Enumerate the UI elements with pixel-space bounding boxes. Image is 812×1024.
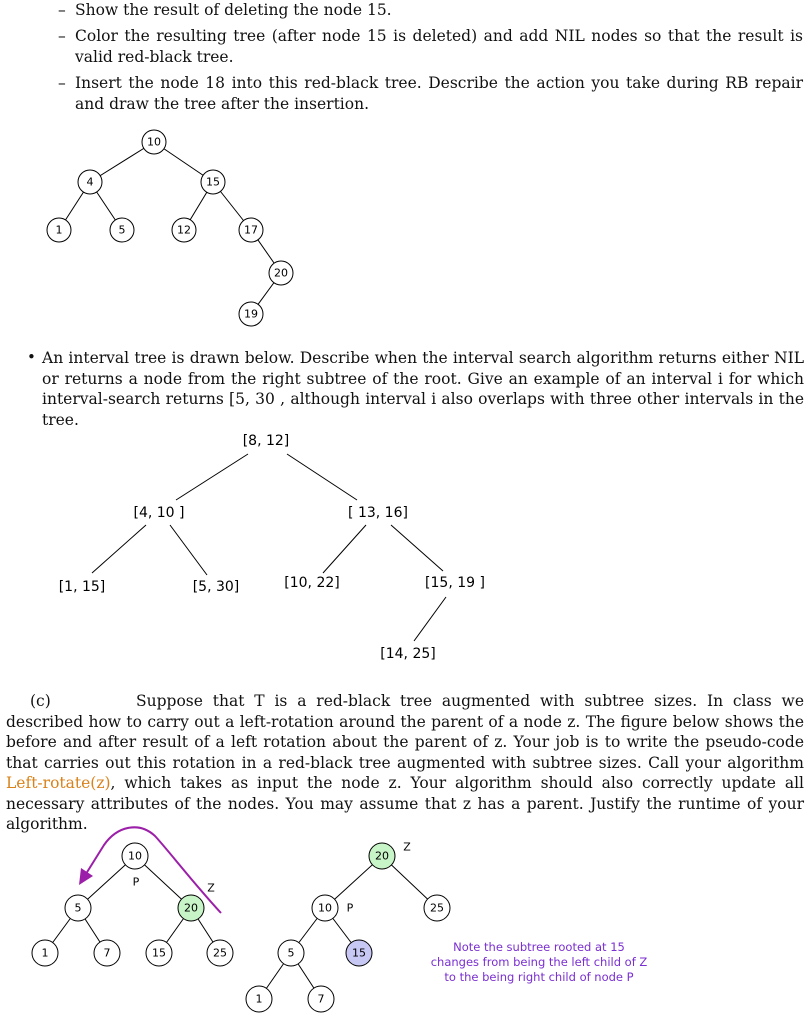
interval-node-10-22: [10, 22] — [284, 575, 340, 591]
after-z-label: Z — [403, 840, 411, 854]
rb-item-2: Color the resulting tree (after node 15 is deleted) and add NIL nodes so that the result is valid red-black tree. — [75, 27, 803, 66]
part-c-text-after: , which takes as input the node z. Your algorithm should also correctly update all necessary attributes of the nodes. You may assume that z has a parent. Justify the runtime of your algorithm. — [6, 774, 804, 833]
interval-node-15-19: [15, 19 ] — [425, 575, 485, 591]
after-label-10: 10 — [318, 901, 332, 915]
algo-name: Left-rotate(z) — [6, 774, 111, 792]
dash-2: – — [58, 27, 66, 45]
before-label-5: 5 — [74, 901, 82, 915]
after-label-7: 7 — [317, 992, 325, 1006]
rb-item-1: Show the result of deleting the node 15. — [75, 1, 392, 19]
after-label-20: 20 — [375, 849, 389, 863]
note-line-3: to the being right child of node P — [444, 970, 634, 984]
after-label-25: 25 — [430, 901, 444, 915]
interval-tree-edges — [92, 454, 446, 641]
dash-1: – — [58, 1, 66, 19]
interval-node-left: [4, 10 ] — [133, 505, 185, 521]
rb-label-10: 10 — [147, 135, 161, 149]
part-c-label: (c) — [30, 692, 51, 710]
after-label-15: 15 — [352, 946, 366, 960]
before-label-15: 15 — [152, 946, 166, 960]
rb-label-20: 20 — [274, 266, 288, 280]
after-label-1: 1 — [255, 992, 263, 1006]
after-label-5: 5 — [287, 946, 295, 960]
before-label-1: 1 — [41, 946, 49, 960]
rb-label-17: 17 — [244, 223, 258, 237]
rb-label-1: 1 — [55, 223, 63, 237]
interval-node-1-15: [1, 15] — [58, 579, 106, 595]
interval-node-right: [ 13, 16] — [348, 505, 408, 521]
interval-question: An interval tree is drawn below. Describe when the interval search algorithm returns either NIL or returns a node from the right subtree of the root. Give an example of an interval i for which interval-search returns [5, 30 , although interval i also overlaps with three other intervals in the tree. — [42, 349, 804, 429]
rb-label-15: 15 — [206, 175, 220, 189]
part-c-text-before: Suppose that T is a red-black tree augmented with subtree sizes. In class we described how to carry out a left-rotation around the parent of a node z. The figure below shows the before and after result of a left rotation about the parent of z. Your job is to write the pseudo-code that carries out this rotation in a red-black tree augmented with subtree sizes. Call your algorithm — [6, 692, 804, 772]
after-tree-edges — [259, 856, 437, 999]
rb-label-4: 4 — [86, 175, 94, 189]
before-p-label: P — [132, 875, 140, 889]
note-line-2: changes from being the left child of Z — [430, 955, 648, 969]
note-line-1: Note the subtree rooted at 15 — [453, 940, 625, 954]
before-label-25: 25 — [213, 946, 227, 960]
rb-label-5: 5 — [118, 223, 126, 237]
interval-node-14-25: [14, 25] — [380, 646, 436, 662]
before-label-7: 7 — [103, 946, 111, 960]
before-label-10: 10 — [128, 849, 142, 863]
rb-label-19: 19 — [244, 307, 258, 321]
rb-item-3: Insert the node 18 into this red-black tree. Describe the action you take during RB repair and draw the tree after the insertion. — [75, 74, 803, 113]
before-label-20: 20 — [184, 901, 198, 915]
interval-node-root: [8, 12] — [242, 433, 290, 449]
interval-node-5-30: [5, 30] — [192, 579, 240, 595]
after-tree-nodes — [246, 840, 450, 1012]
after-p-label: P — [346, 901, 354, 915]
rotation-arrowhead-icon — [79, 868, 93, 885]
rb-label-12: 12 — [177, 223, 191, 237]
before-z-label: Z — [207, 881, 215, 895]
dash-3: – — [58, 74, 66, 92]
interval-bullet: • — [27, 348, 36, 366]
